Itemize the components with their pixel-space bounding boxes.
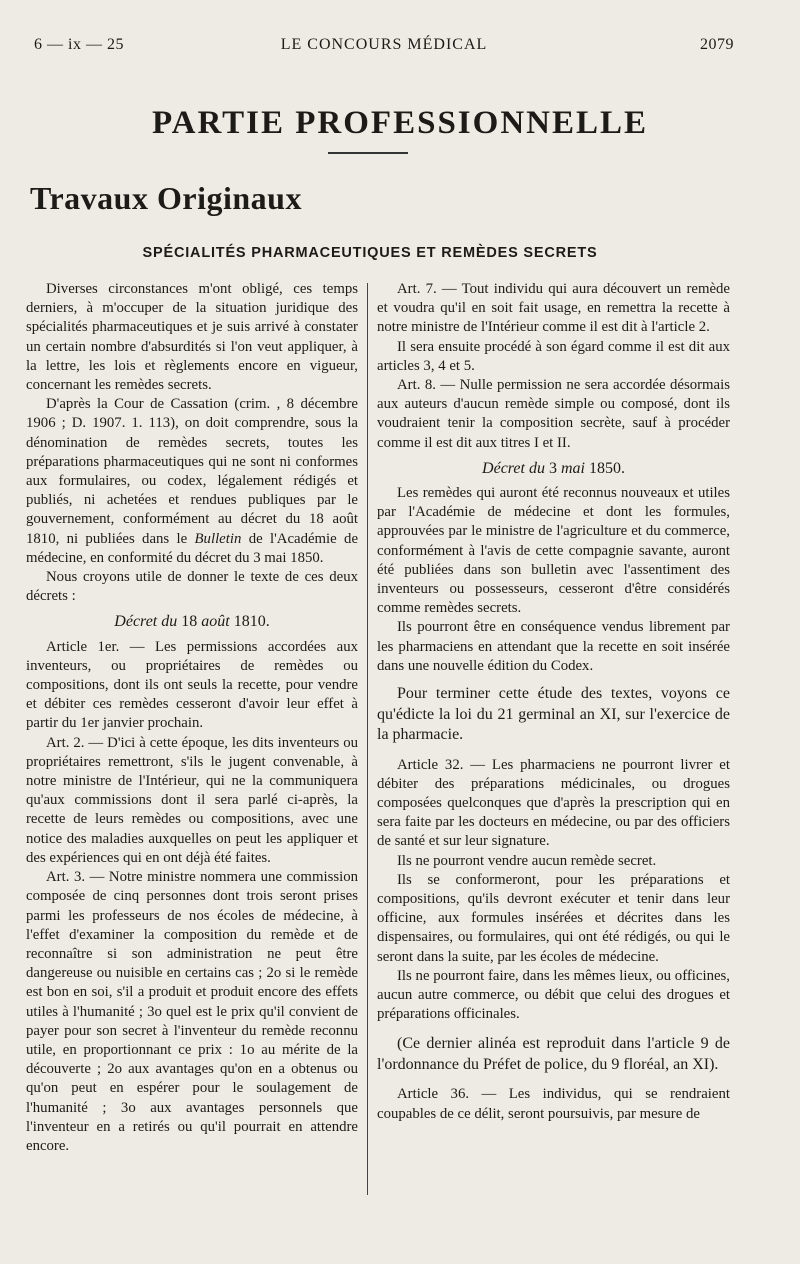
subsection-title: Travaux Originaux [30, 180, 302, 216]
article-32-formulas: Ils se conformeront, pour les préparations et compositions, qu'ils devront exécuter et tenir dans leur officine, aux formules insérées et décrites dans les dispensaires, ou formulaires, qui ont été rédigés, ou qui le seront dans la suite, par les écoles de médecine. [377, 871, 730, 965]
article-32-secret: Ils ne pourront vendre aucun remède secret. [397, 852, 657, 869]
decree-1810-heading: Décret du 18 août 1810. [114, 613, 270, 631]
paragraph-decrees-intro: Nous croyons utile de donner le texte de ces deux décrets : [26, 569, 358, 605]
decree-1850-paragraph-2: Ils pourront être en conséquence vendus librement par les pharmaciens en attendant que la recette en soit insérée dans une nouvelle édition du Codex. [377, 619, 730, 674]
article-32: Article 32. — Les pharmaciens ne pourront livrer et débiter des préparations médicinales, ou drogues composées quelconques que d'après la prescription qui en sera faite par les docteurs en médecine, ou par des officiers de santé et sur leur signature. [377, 756, 730, 850]
right-column [377, 280, 730, 1124]
paragraph-intro: Diverses circonstances m'ont obligé, ces temps derniers, à m'occuper de la situation juridique des spécialités pharmaceutiques et je suis arrivé à constater un certain nombre d'absurdités si l'on veut appliquer, à la lettre, les lois et règlements encore en vigueur, concernant les remèdes secrets. [26, 281, 358, 394]
article-1: Article 1er. — Les permissions accordées aux inventeurs, ou propriétaires de remèdes ou compositions, dont ils ont seuls la recette, pour vendre et débiter ces remèdes cesseront d'avoir leur effet à partir du 1er janvier prochain. [26, 638, 358, 732]
paragraph-cassation: D'après la Cour de Cassation (crim. , 8 décembre 1906 ; D. 1907. 1. 113), on doit comprendre, sous la dénomination de remèdes secrets, toutes les préparations pharmaceutiques qui ne sont ni conformes aux formulaires, ou codex, légalement rédigés et publiés, ni achetées et rendues publiques par le gouvernement, conformément au décret du 18 août 1810, ni publiées dans le Bulletin de l'Académie de médecine, en conformité du décret du 3 mai 1850. [26, 396, 359, 566]
article-8: Art. 8. — Nulle permission ne sera accordée désormais aux auteurs d'aucun remède simple ou composé, dont ils voudraient tenir la composition secrète, sauf à procéder comme il est dit aux titres I et II. [377, 377, 730, 451]
decree-1850-heading: Décret du 3 mai 1850. [482, 459, 625, 477]
section-title: PARTIE PROFESSIONNELLE [151, 105, 649, 141]
column-divider [367, 283, 368, 1195]
header-date: 6 — ix — 25 [34, 36, 124, 53]
decree-1850-paragraph-1: Les remèdes qui auront été reconnus nouveaux et utiles par l'Académie de médecine et dont les formules, approuvées par le ministre de l'agriculture et du commerce, conformément à l'avis de cette compagnie savante, auront été publiées dans son bulletin avec l'assentiment des inventeurs ou possesseurs, cesseront d'être considérés comme remèdes secrets. [377, 485, 730, 617]
germinal-law-intro: Pour terminer cette étude des textes, voyons ce qu'édicte la loi du 21 germinal an XI, sur l'exercice de la pharmacie. [377, 685, 730, 744]
left-column [26, 280, 358, 1156]
article-2: Art. 2. — D'ici à cette époque, les dits inventeurs ou propriétaires remettront, s'ils le jugent convenable, à notre ministre de l'Intérieur, qui ne la communiquera qu'aux commissions dont il sera parlé ci-après, la recette de leurs remèdes ou compositions, avec une notice des maladies auxquelles on peut les appliquer et des expériences qui en ont déjà été faites. [26, 734, 358, 866]
running-header [34, 36, 734, 58]
article-36: Article 36. — Les individus, qui se rendraient coupables de ce délit, seront poursuivis, par mesure de [377, 1086, 730, 1122]
ordinance-note: (Ce dernier alinéa est reproduit dans l'article 9 de l'ordonnance du Préfet de police, du 9 floréal, an XI). [377, 1035, 730, 1073]
journal-title: LE CONCOURS MÉDICAL [280, 36, 488, 53]
title-divider [328, 152, 408, 154]
article-title: SPÉCIALITÉS PHARMACEUTIQUES ET REMÈDES SECRETS [142, 245, 598, 261]
article-7: Art. 7. — Tout individu qui aura découvert un remède et voudra qu'il en soit fait usage, en remettra la recette à notre ministre de l'Intérieur comme il est dit à l'article 2. [377, 281, 730, 336]
article-7-continued: Il sera ensuite procédé à son égard comme il est dit aux articles 3, 4 et 5. [377, 338, 730, 374]
page-number: 2079 [700, 36, 734, 53]
article-3: Art. 3. — Notre ministre nommera une commission composée de cinq personnes dont trois seront prises parmi les professeurs de nos écoles de médecine, à l'effet d'examiner la composition du remède et de reconnaître si son administration ne peut être dangereuse ou nuisible en certains cas ; 2o si le remède est bon en soi, s'il a produit et produit encore des effets utiles à l'humanité ; 3o quel est le prix qu'il convient de payer pour son secret à l'inventeur du remède reconnu utile, en proportionnant ce prix : 1o au mérite de la découverte ; 2o aux avantages qu'on en a obtenus ou qu'on peut en espérer pour le soulagement de l'humanité ; 3o aux avantages personnels que l'inventeur en a retirés ou qu'il pourrait en attendre encore. [26, 869, 358, 1154]
article-32-commerce: Ils ne pourront faire, dans les mêmes lieux, ou officines, aucun autre commerce, ou débit que celui des drogues et préparations officinales. [377, 967, 730, 1023]
